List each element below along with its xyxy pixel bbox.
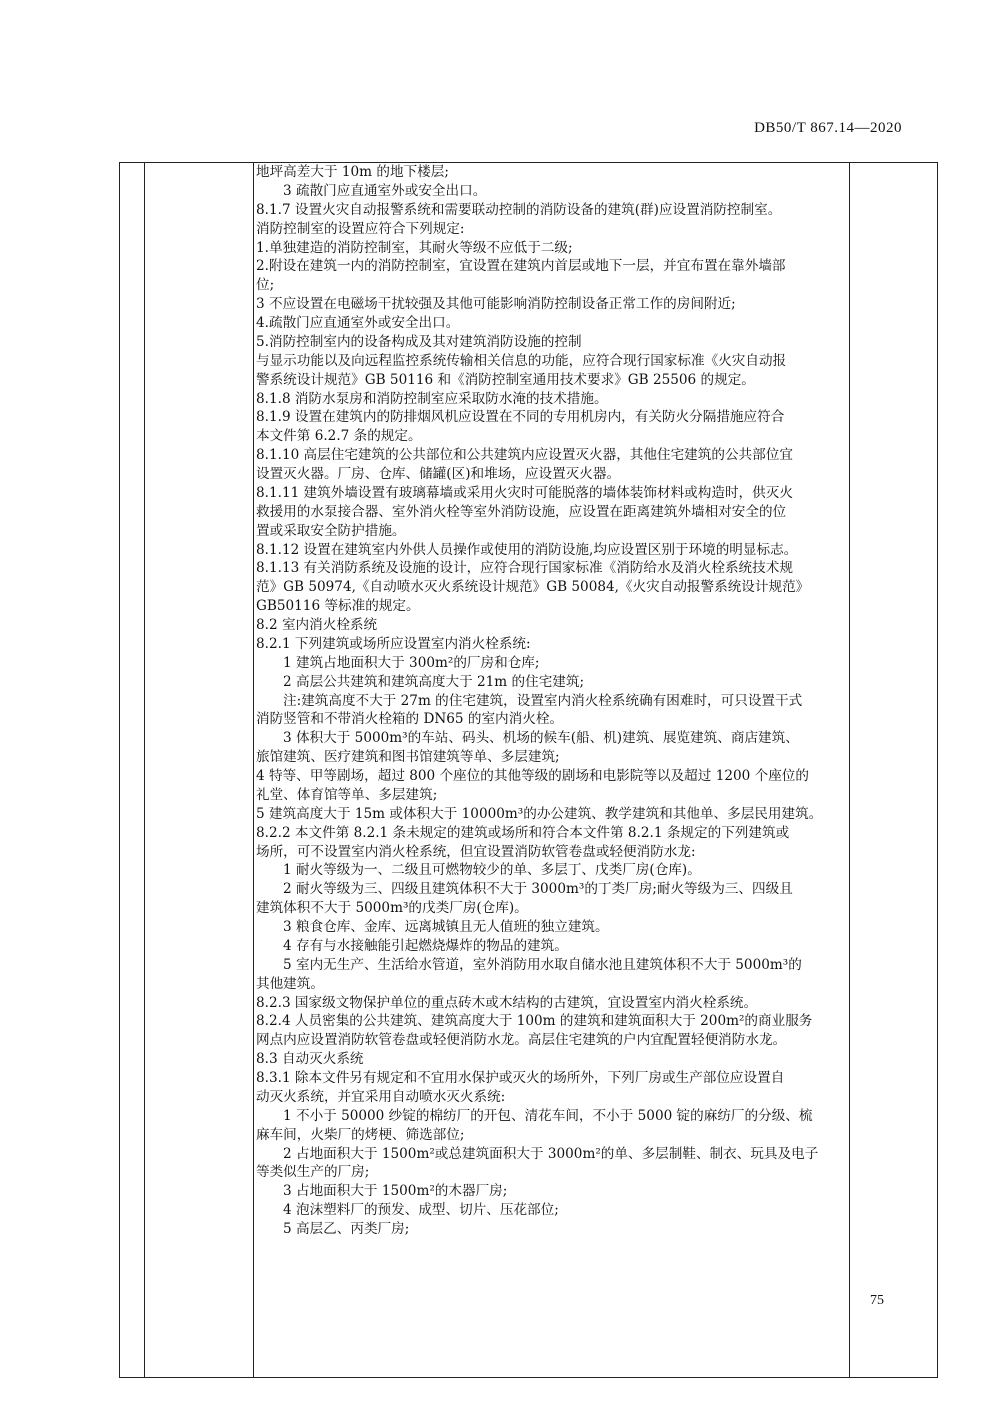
text-line: 4 存有与水接触能引起燃烧爆炸的物品的建筑。 xyxy=(283,937,568,954)
text-line: 8.2.1 下列建筑或场所应设置室内消火栓系统: xyxy=(256,635,531,652)
text-line: 8.2 室内消火栓系统 xyxy=(256,617,378,633)
column-divider xyxy=(144,163,145,1377)
text-line: 8.3.1 除本文件另有规定和不宜用水保护或灭火的场所外，下列厂房或生产部位应设置自 xyxy=(256,1070,785,1086)
text-line: 消防控制室的设置应符合下列规定: xyxy=(256,220,465,237)
text-line: 旅馆建筑、医疗建筑和图书馆建筑等单、多层建筑; xyxy=(256,749,560,766)
text-line: 置或采取安全防护措施。 xyxy=(256,522,406,539)
text-line: 5 室内无生产、生活给水管道，室外消防用水取自储水池且建筑体积不大于 5000m³的 xyxy=(283,956,802,973)
text-line: 本文件第 6.2.7 条的规定。 xyxy=(256,428,422,445)
text-line: 8.1.11 建筑外墙设置有玻璃幕墙或采用火灾时可能脱落的墙体装饰材料或构造时，供灭火 xyxy=(256,484,793,501)
text-line: 场所，可不设置室内消火栓系统，但宜设置消防软管卷盘或轻便消防水龙: xyxy=(256,843,696,860)
text-line: 1.单独建造的消防控制室，其耐火等级不应低于二级; xyxy=(256,239,573,256)
text-line: 5 建筑高度大于 15m 或体积大于 10000m³的办公建筑、教学建筑和其他单、多层民用建筑。 xyxy=(256,805,823,822)
text-line: 1 建筑占地面积大于 300m²的厂房和仓库; xyxy=(283,654,540,671)
text-line: 8.1.7 设置火灾自动报警系统和需要联动控制的消防设备的建筑(群)应设置消防控制室。 xyxy=(256,201,782,218)
text-line: 建筑体积不大于 5000m³的戊类厂房(仓库)。 xyxy=(256,900,528,917)
text-line: 4 泡沫塑料厂的预发、成型、切片、压花部位; xyxy=(283,1202,559,1219)
text-line: 5 高层乙、丙类厂房; xyxy=(283,1221,410,1237)
page-number: 75 xyxy=(870,1293,884,1308)
text-line: 5.消防控制室内的设备构成及其对建筑消防设施的控制 xyxy=(256,333,582,350)
text-line: 1 不小于 50000 纱锭的棉纺厂的开包、清花车间，不小于 5000 锭的麻纺厂的分级、梳 xyxy=(283,1107,813,1124)
text-line: 8.1.13 有关消防系统及设施的设计，应符合现行国家标准《消防给水及消火栓系统技术规 xyxy=(256,560,793,577)
column-divider xyxy=(849,163,850,1377)
text-line: 8.3 自动灭火系统 xyxy=(256,1051,364,1068)
text-line: 8.1.9 设置在建筑内的防排烟风机应设置在不同的专用机房内，有关防火分隔措施应符合 xyxy=(256,409,785,426)
text-line: 3 粮食仓库、金库、远离城镇且无人值班的独立建筑。 xyxy=(283,919,609,935)
text-line: 3 疏散门应直通室外或安全出口。 xyxy=(283,182,487,199)
text-line: 4 特等、甲等剧场，超过 800 个座位的其他等级的剧场和电影院等以及超过 1200 个座位的 xyxy=(256,768,809,784)
text-line: 动灭火系统，并宜采用自动喷水灭火系统: xyxy=(256,1088,506,1105)
text-line: 8.1.12 设置在建筑室内外供人员操作或使用的消防设施,均应设置区别于环境的明显标志。 xyxy=(256,541,798,558)
text-line: 网点内应设置消防软管卷盘或轻便消防水龙。高层住宅建筑的户内宜配置轻便消防水龙。 xyxy=(256,1032,787,1049)
text-line: 等类似生产的厂房; xyxy=(256,1164,370,1181)
text-line: 救援用的水泵接合器、室外消火栓等室外消防设施，应设置在距离建筑外墙相对安全的位 xyxy=(256,503,787,520)
text-line: 8.1.10 高层住宅建筑的公共部位和公共建筑内应设置灭火器，其他住宅建筑的公共部位宜 xyxy=(256,447,793,464)
column-divider xyxy=(253,163,254,1377)
text-line: 注:建筑高度不大于 27m 的住宅建筑，设置室内消火栓系统确有困难时，可只设置干式 xyxy=(283,692,803,709)
text-line: 消防竖管和不带消火栓箱的 DN65 的室内消火栓。 xyxy=(256,711,564,728)
text-line: 位; xyxy=(256,277,275,294)
text-line: 2 高层公共建筑和建筑高度大于 21m 的住宅建筑; xyxy=(283,673,585,690)
text-line: 地坪高差大于 10m 的地下楼层; xyxy=(256,164,449,180)
text-line: 2.附设在建筑一内的消防控制室，宜设置在建筑内首层或地下一层，并宜布置在靠外墙部 xyxy=(256,258,786,275)
text-line: 麻车间，火柴厂的烤梗、筛选部位; xyxy=(256,1126,465,1143)
text-line: 8.2.4 人员密集的公共建筑、建筑高度大于 100m 的建筑和建筑面积大于 200m²的商业服务 xyxy=(256,1013,813,1030)
text-line: 4.疏散门应直通室外或安全出口。 xyxy=(256,315,460,331)
text-line: 范》GB 50974,《自动喷水灭火系统设计规范》GB 50084,《火灾自动报警系统设计规范》 xyxy=(256,579,810,596)
text-line: 3 不应设置在电磁场干扰较强及其他可能影响消防控制设备正常工作的房间附近; xyxy=(256,296,736,313)
text-line: 2 占地面积大于 1500m²或总建筑面积大于 3000m²的单、多层制鞋、制衣、玩具及电子 xyxy=(283,1145,819,1162)
text-line: 警系统设计规范》GB 50116 和《消防控制室通用技术要求》GB 25506 的规定。 xyxy=(256,371,755,388)
text-line: 设置灭火器。厂房、仓库、储罐(区)和堆场，应设置灭火器。 xyxy=(256,466,621,482)
text-line: 与显示功能以及向远程监控系统传输相关信息的功能，应符合现行国家标准《火灾自动报 xyxy=(256,352,787,369)
text-line: 8.2.2 本文件第 8.2.1 条未规定的建筑或场所和符合本文件第 8.2.1 条规定的下列建筑或 xyxy=(256,824,790,841)
text-line: 8.1.8 消防水泵房和消防控制室应采取防水淹的技术措施。 xyxy=(256,390,608,407)
text-line: 3 占地面积大于 1500m²的木器厂房; xyxy=(283,1183,508,1200)
text-line: 8.2.3 国家级文物保护单位的重点砖木或木结构的古建筑，宜设置室内消火栓系统。 xyxy=(256,994,758,1011)
text-line: 1 耐火等级为一、二级且可燃物较少的单、多层丁、戊类厂房(仓库)。 xyxy=(283,862,701,879)
document-code: DB50/T 867.14—2020 xyxy=(754,120,902,136)
text-line: GB50116 等标准的规定。 xyxy=(256,598,420,615)
text-line: 3 体积大于 5000m³的车站、码头、机场的候车(船、机)建筑、展览建筑、商店建筑、 xyxy=(283,730,799,747)
text-line: 其他建筑。 xyxy=(256,975,324,992)
text-line: 2 耐火等级为三、四级且建筑体积不大于 3000m³的丁类厂房;耐火等级为三、四级且 xyxy=(283,881,793,898)
clause-text-cell xyxy=(256,163,846,1375)
text-line: 礼堂、体育馆等单、多层建筑; xyxy=(256,786,438,803)
